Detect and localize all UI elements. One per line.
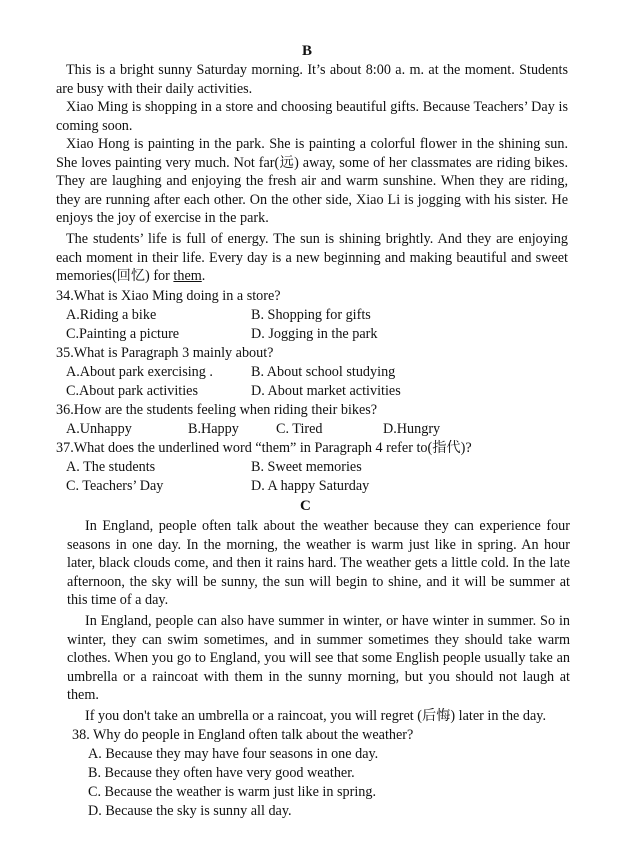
q38-option-c[interactable]: C. Because the weather is warm just like in spring. [88,784,377,800]
q36-option-c[interactable]: C. Tired [276,421,323,437]
q34-option-c[interactable]: C.Painting a picture [66,326,180,342]
q37-option-d[interactable]: D. A happy Saturday [251,478,370,494]
q38-option-d[interactable]: D. Because the sky is sunny all day. [88,803,292,819]
section-b-title: B [302,43,313,59]
q35-option-b[interactable]: B. About school studying [251,364,396,380]
q36-option-b[interactable]: B.Happy [188,421,239,437]
q36-option-d[interactable]: D.Hungry [383,421,441,437]
section-b-paragraph-2: Xiao Ming is shopping in a store and choosing beautiful gifts. Because Teachers’ Day is coming soon. [56,99,568,134]
question-38: 38. Why do people in England often talk about the weather? [72,727,414,743]
section-b-paragraph-4 [56,230,568,286]
q35-option-a[interactable]: A.About park exercising . [66,364,213,380]
q36-option-a[interactable]: A.Unhappy [66,421,132,437]
question-35: 35.What is Paragraph 3 mainly about? [56,345,274,361]
section-c-paragraph-2: In England, people can also have summer in winter, or have winter in summer. So in winter, they can swim sometimes, and in summer sometimes they should take warm clothes. When you go to England, you will see that some English people usually take an umbrella or a raincoat with them in the sunny morning, but you should not laugh at them. [67,613,570,703]
q35-option-d[interactable]: D. About market activities [251,383,401,399]
paragraph-4-end: . [201,268,206,284]
q37-option-b[interactable]: B. Sweet memories [251,459,362,475]
underlined-word-them: them [173,268,202,284]
q34-option-d[interactable]: D. Jogging in the park [251,326,378,342]
q35-option-c[interactable]: C.About park activities [66,383,198,399]
q38-option-a[interactable]: A. Because they may have four seasons in one day. [88,746,379,762]
q34-option-a[interactable]: A.Riding a bike [66,307,157,323]
q37-option-c[interactable]: C. Teachers’ Day [66,478,164,494]
question-36: 36.How are the students feeling when riding their bikes? [56,402,378,418]
q38-option-b[interactable]: B. Because they often have very good weather. [88,765,355,781]
question-37: 37.What does the underlined word “them” in Paragraph 4 refer to(指代)? [56,440,472,456]
paragraph-4-text: The students’ life is full of energy. The sun is shining brightly. And they are enjoying each moment in their life. Every day is a new beginning and making beautiful and sweet memories(回忆) for [56,231,568,284]
q34-option-b[interactable]: B. Shopping for gifts [251,307,371,323]
section-c-paragraph-1: In England, people often talk about the weather because they can experience four seasons in one day. In the morning, the weather is warm just like in spring. An hour later, black clouds come, and then it rains hard. The weather gets a little cold. In the late afternoon, the sky will be sunny, the sun will begin to shine, and it will be summer at this time of a day. [67,518,570,608]
section-b-paragraph-1: This is a bright sunny Saturday morning. It’s about 8:00 a. m. at the moment. Students are busy with their daily activities. [56,62,568,97]
q37-option-a[interactable]: A. The students [66,459,156,475]
question-34: 34.What is Xiao Ming doing in a store? [56,288,281,304]
section-b-paragraph-3: Xiao Hong is painting in the park. She is painting a colorful flower in the shining sun. She loves painting very much. Not far(远) away, some of her classmates are riding bikes. They are laughing and enjoying the fresh air and warm sunshine. When they are riding, they are running after each other. On the other side, Xiao Li is jogging with his sister. He enjoys the joy of exercise in the park. [56,136,568,226]
section-c-title: C [300,498,311,514]
section-c-paragraph-3: If you don't take an umbrella or a raincoat, you will regret (后悔) later in the day. [85,708,546,724]
